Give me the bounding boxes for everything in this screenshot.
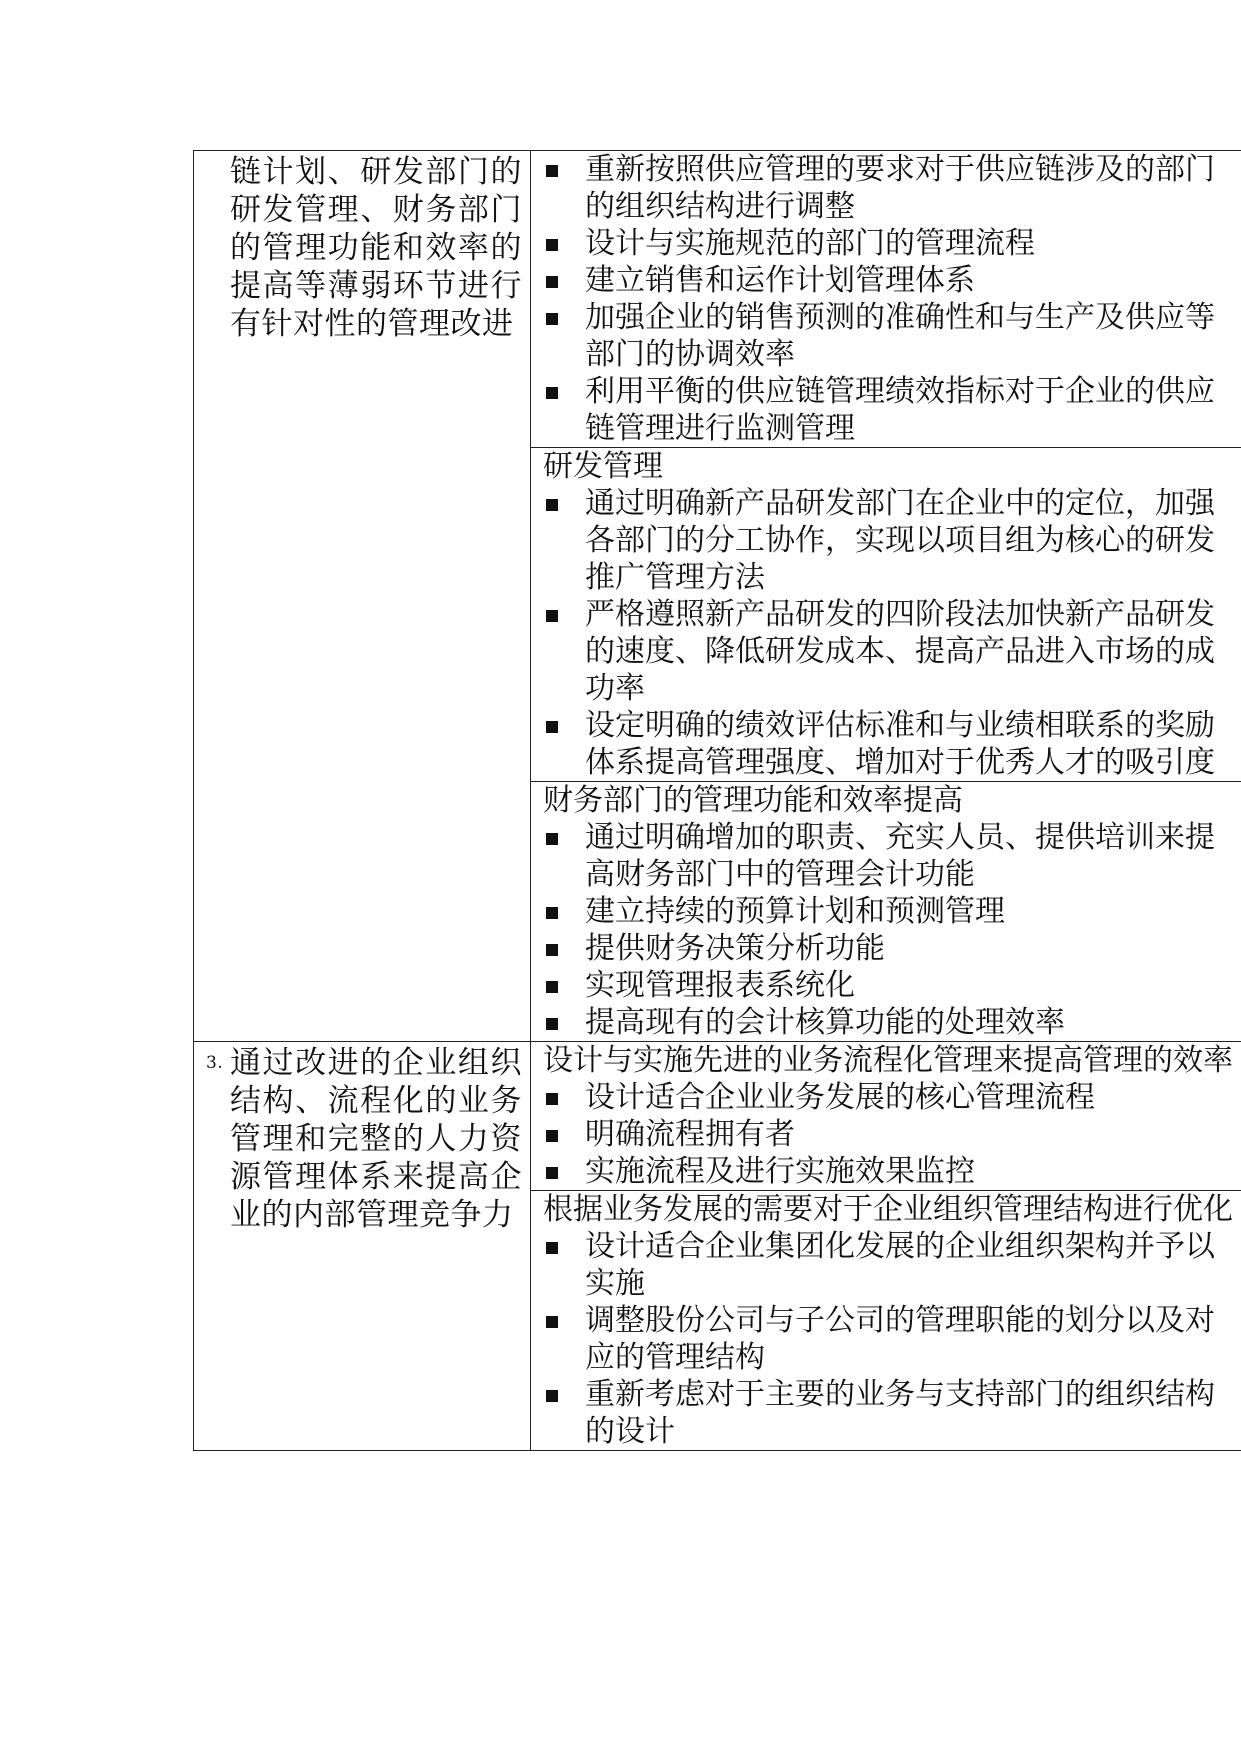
objective-text: 链计划、研发部门的研发管理、财务部门的管理功能和效率的提高等薄弱环节进行有针对性的管理改进 xyxy=(230,154,522,342)
list-item: 实现管理报表系统化 xyxy=(543,967,1233,1004)
measures-cell xyxy=(531,448,1241,782)
list-item: 通过明确增加的职责、充实人员、提供培训来提高财务部门中的管理会计功能 xyxy=(543,819,1233,893)
list-item: 设计与实施规范的部门的管理流程 xyxy=(543,225,1233,262)
list-item: 通过明确新产品研发部门在企业中的定位，加强各部门的分工协作，实现以项目组为核心的研发推广管理方法 xyxy=(543,485,1233,596)
objective-cell xyxy=(194,1042,531,1451)
measures-cell xyxy=(531,1042,1241,1191)
table-row xyxy=(194,151,1241,448)
list-item: 提供财务决策分析功能 xyxy=(543,930,1233,967)
list-item: 重新按照供应管理的要求对于供应链涉及的部门的组织结构进行调整 xyxy=(543,151,1233,225)
list-item: 设计适合企业业务发展的核心管理流程 xyxy=(543,1079,1233,1116)
list-item: 实施流程及进行实施效果监控 xyxy=(543,1153,1233,1190)
bullet-list xyxy=(543,485,1233,781)
list-item: 利用平衡的供应链管理绩效指标对于企业的供应链管理进行监测管理 xyxy=(543,373,1233,447)
list-item: 设定明确的绩效评估标准和与业绩相联系的奖励体系提高管理强度、增加对于优秀人才的吸引度 xyxy=(543,707,1233,781)
bullet-list xyxy=(543,151,1233,447)
objective-cell xyxy=(194,151,531,1042)
measures-cell xyxy=(531,1191,1241,1451)
list-item: 加强企业的销售预测的准确性和与生产及供应等部门的协调效率 xyxy=(543,299,1233,373)
bullet-list xyxy=(543,1228,1233,1450)
section-heading: 财务部门的管理功能和效率提高 xyxy=(543,783,963,818)
list-item: 建立销售和运作计划管理体系 xyxy=(543,262,1233,299)
plan-table xyxy=(193,150,1241,1451)
list-item: 明确流程拥有者 xyxy=(543,1116,1233,1153)
measures-cell xyxy=(531,151,1241,448)
list-item: 重新考虑对于主要的业务与支持部门的组织结构的设计 xyxy=(543,1376,1233,1450)
bullet-list xyxy=(543,1079,1233,1190)
list-item: 提高现有的会计核算功能的处理效率 xyxy=(543,1004,1233,1041)
table-row xyxy=(194,1042,1241,1191)
list-item: 严格遵照新产品研发的四阶段法加快新产品研发的速度、降低研发成本、提高产品进入市场的成功率 xyxy=(543,596,1233,707)
list-item: 建立持续的预算计划和预测管理 xyxy=(543,893,1233,930)
list-item: 调整股份公司与子公司的管理职能的划分以及对应的管理结构 xyxy=(543,1302,1233,1376)
bullet-list xyxy=(543,819,1233,1041)
section-heading: 研发管理 xyxy=(543,449,663,484)
objective-text: 通过改进的企业组织结构、流程化的业务管理和完整的人力资源管理体系来提高企业的内部管理竞争力 xyxy=(230,1045,522,1233)
section-heading: 设计与实施先进的业务流程化管理来提高管理的效率 xyxy=(543,1043,1233,1078)
measures-cell xyxy=(531,782,1241,1042)
item-number: 3. xyxy=(206,1053,224,1073)
section-heading: 根据业务发展的需要对于企业组织管理结构进行优化 xyxy=(543,1192,1233,1227)
list-item: 设计适合企业集团化发展的企业组织架构并予以实施 xyxy=(543,1228,1233,1302)
